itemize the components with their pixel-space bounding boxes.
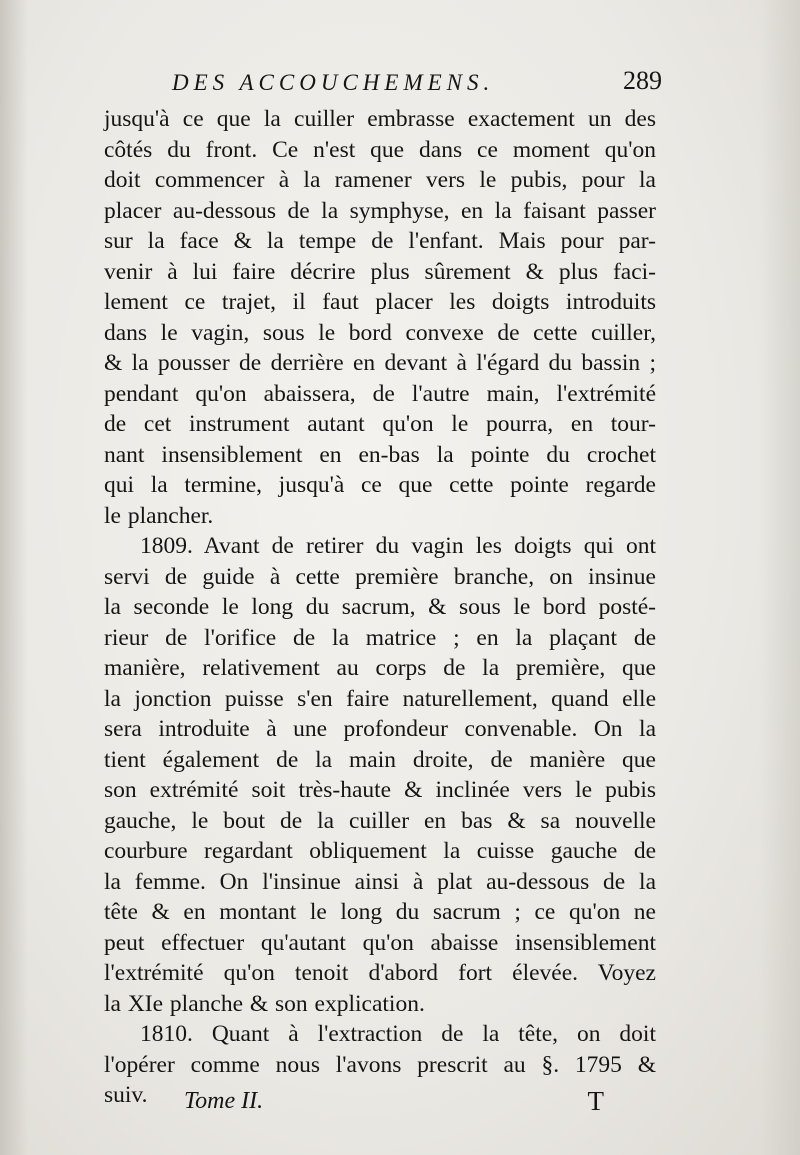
- running-head: DES ACCOUCHEMENS.: [172, 70, 495, 95]
- text-line: venir à lui faire décrire plus sûrement & plus faci-: [104, 258, 656, 285]
- text-line: suiv.: [104, 1082, 148, 1108]
- paragraph-start-1810: 1810. Quant à l'extraction de la tête, on doit: [140, 1021, 656, 1047]
- volume-label: Tome II.: [184, 1088, 264, 1114]
- signature-mark: T: [587, 1086, 604, 1116]
- body-text: [104, 104, 656, 1111]
- text-line: sur la face & la tempe de l'enfant. Mais pour par-: [104, 228, 656, 254]
- text-line: tient également de la main droite, de manière que: [104, 746, 656, 773]
- text-line: la seconde le long du sacrum, & sous le bord posté-: [104, 594, 656, 620]
- page-edge-shadow: [760, 0, 800, 1155]
- text-line: manière, relativement au corps de la première, que: [104, 655, 656, 681]
- text-line: nant insensiblement en en-bas la pointe du crochet: [104, 441, 656, 468]
- page-footer: [184, 1086, 604, 1122]
- text-line: rieur de l'orifice de la matrice ; en la plaçant de: [104, 624, 656, 651]
- text-line: gauche, le bout de la cuiller en bas & sa nouvelle: [104, 807, 656, 834]
- text-line: tête & en montant le long du sacrum ; ce qu'on ne: [104, 899, 656, 925]
- text-line: la jonction puisse s'en faire naturellement, quand elle: [104, 685, 656, 712]
- page-number: 289: [623, 66, 662, 95]
- paragraph-start-1809: 1809. Avant de retirer du vagin les doigts qui ont: [140, 533, 656, 559]
- text-line: qui la termine, jusqu'à ce que cette pointe regarde: [104, 472, 656, 498]
- text-line: peut effectuer qu'autant qu'on abaisse insensiblement: [104, 929, 656, 956]
- gutter-shadow: [0, 0, 28, 1155]
- text-line: la XIe planche & son explication.: [104, 990, 425, 1017]
- text-line: de cet instrument autant qu'on le pourra, en tour-: [104, 411, 656, 437]
- page-header: [172, 66, 662, 106]
- text-line: pendant qu'on abaissera, de l'autre main, l'extrémité: [104, 380, 656, 407]
- text-line: servi de guide à cette première branche, on insinue: [104, 563, 656, 590]
- text-line: le plancher.: [104, 502, 214, 529]
- text-line: courbure regardant obliquement la cuisse gauche de: [104, 838, 656, 864]
- text-line: l'extrémité qu'on tenoit d'abord fort élevée. Voyez: [104, 960, 656, 986]
- text-line: dans le vagin, sous le bord convexe de cette cuiller,: [104, 319, 656, 346]
- text-line: la femme. On l'insinue ainsi à plat au-dessous de la: [104, 868, 656, 895]
- text-line: lement ce trajet, il faut placer les doigts introduits: [104, 289, 656, 315]
- text-line: son extrémité soit très-haute & inclinée vers le pubis: [104, 777, 656, 803]
- text-line: placer au-dessous de la symphyse, en la faisant passer: [104, 197, 656, 224]
- text-line: doit commencer à la ramener vers le pubis, pour la: [104, 167, 656, 193]
- text-line: & la pousser de derrière en devant à l'égard du bassin ;: [104, 350, 656, 376]
- text-line: l'opérer comme nous l'avons prescrit au §. 1795 &: [104, 1051, 656, 1078]
- text-line: jusqu'à ce que la cuiller embrasse exactement un des: [104, 106, 656, 132]
- text-line: sera introduite à une profondeur convenable. On la: [104, 716, 656, 742]
- text-line: côtés du front. Ce n'est que dans ce moment qu'on: [104, 136, 656, 163]
